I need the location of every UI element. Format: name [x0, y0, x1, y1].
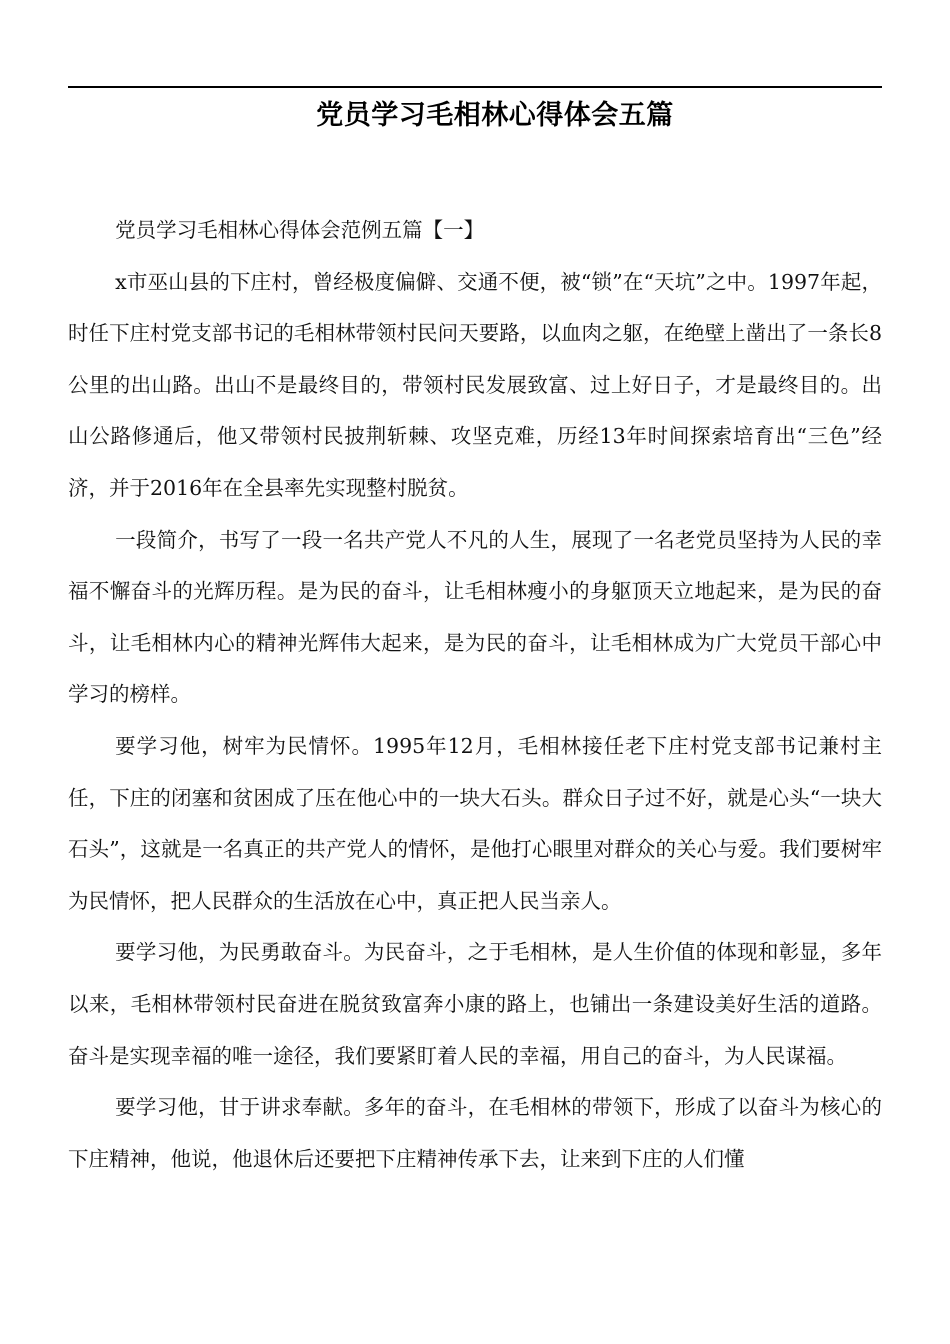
body-paragraph: 要学习他，甘于讲求奉献。多年的奋斗，在毛相林的带领下，形成了以奋斗为核心的下庄精神，他说，他退休后还要把下庄精神传承下去，让来到下庄的人们懂 — [68, 1095, 882, 1171]
body-paragraph: x市巫山县的下庄村，曾经极度偏僻、交通不便，被“锁”在“天坑”之中。1997年起，时任下庄村党支部书记的毛相林带领村民问天要路，以血肉之躯，在绝壁上凿出了一条长8公里的出山路。出山不是最终目的，带领村民发展致富、过上好日子，才是最终目的。出山公路修通后，他又带领村民披荆斩棘、攻坚克难，历经13年时间探索培育出“三色”经济，并于2016年在全县率先实现整村脱贫。 — [68, 269, 882, 500]
body-paragraph: 要学习他，树牢为民情怀。1995年12月，毛相林接任老下庄村党支部书记兼村主任，下庄的闭塞和贫困成了压在他心中的一块大石头。群众日子过不好，就是心头“一块大石头”，这就是一名真正的共产党人的情怀，是他打心眼里对群众的关心与爱。我们要树牢为民情怀，把人民群众的生活放在心中，真正把人民当亲人。 — [68, 733, 882, 913]
document-body — [68, 205, 882, 1185]
body-paragraph: 要学习他，为民勇敢奋斗。为民奋斗，之于毛相林，是人生价值的体现和彰显，多年以来，毛相林带领村民奋进在脱贫致富奔小康的路上，也铺出一条建设美好生活的道路。奋斗是实现幸福的唯一途径，我们要紧盯着人民的幸福，用自己的奋斗，为人民谋福。 — [68, 940, 882, 1068]
section-heading: 党员学习毛相林心得体会范例五篇【一】 — [115, 218, 485, 242]
document-title: 党员学习毛相林心得体会五篇 — [316, 100, 674, 131]
header-rule — [68, 86, 882, 88]
body-paragraph: 一段简介，书写了一段一名共产党人不凡的人生，展现了一名老党员坚持为人民的幸福不懈奋斗的光辉历程。是为民的奋斗，让毛相林瘦小的身躯顶天立地起来，是为民的奋斗，让毛相林内心的精神光辉伟大起来，是为民的奋斗，让毛相林成为广大党员干部心中学习的榜样。 — [68, 527, 882, 707]
